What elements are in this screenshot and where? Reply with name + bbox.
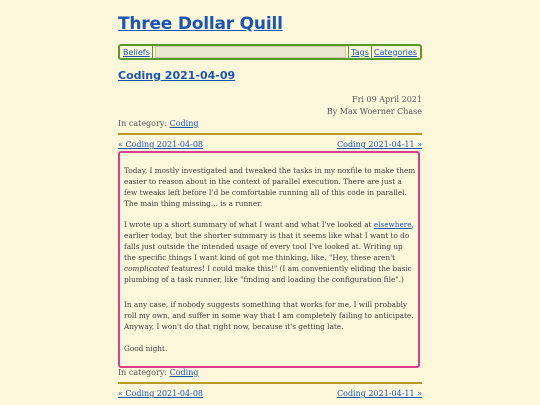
- nav-divider: [152, 46, 153, 58]
- next-post-link[interactable]: Coding 2021-04-11 »: [337, 389, 422, 398]
- paragraph-text: features! I could make this!" (I am conveniently eliding the basic plumbing of a task runner, like "finding and loading the configuration file".): [124, 264, 412, 284]
- nav-beliefs-link[interactable]: Beliefs: [123, 47, 150, 57]
- post-author: By Max Woerner Chase: [326, 107, 422, 116]
- paragraph-text: , earlier today, but the shorter summary is that it seems like what I want to do falls just outside the intended usage of every tool I've looked at. Writing up the specific things I want kind of got me thinking, like, "Hey, these aren't: [124, 220, 414, 262]
- category-link[interactable]: Coding: [169, 368, 199, 377]
- nav-categories-link[interactable]: Categories: [373, 47, 417, 57]
- site-title-link[interactable]: Three Dollar Quill: [118, 14, 283, 34]
- post-paragraph: In any case, if nobody suggests something that works for me, I will probably roll my own, and suffer in some way that I am completely failing to anticipate. Anyway, I won't do that right now, because it's getting late.: [124, 300, 414, 331]
- post-paragraph: Good night.: [124, 344, 168, 353]
- post-paragraph: Today, I mostly investigated and tweaked the tasks in my noxfile to make them easier to reason about in the context of parallel execution. There are just a few tweaks left before I'd be comfortable running all of this code in parallel. The main thing missing... is a runner.: [124, 166, 416, 208]
- category-label: In category:: [118, 368, 168, 377]
- post-body: [118, 151, 420, 368]
- post-title-link[interactable]: Coding 2021-04-09: [118, 69, 236, 82]
- prev-post-link[interactable]: « Coding 2021-04-08: [118, 140, 203, 149]
- elsewhere-link[interactable]: elsewhere: [373, 220, 412, 229]
- nav-tags-link[interactable]: Tags: [351, 47, 369, 57]
- post-paragraph: [124, 219, 416, 285]
- category-link[interactable]: Coding: [169, 119, 199, 128]
- post-meta: [327, 94, 422, 118]
- next-post-link[interactable]: Coding 2021-04-11 »: [337, 140, 422, 149]
- post-date: Fri 09 April 2021: [352, 95, 422, 104]
- nav-bar: [118, 44, 422, 60]
- post-category-top: [118, 119, 198, 128]
- search-input[interactable]: [155, 46, 346, 58]
- prev-post-link[interactable]: « Coding 2021-04-08: [118, 389, 203, 398]
- paragraph-text: I wrote up a short summary of what I want and what I've looked at: [124, 220, 374, 229]
- divider-rule-top: [118, 133, 422, 135]
- post-category-bottom: [118, 368, 198, 377]
- category-label: In category:: [118, 119, 168, 128]
- emphasis-text: complicated: [124, 264, 170, 273]
- divider-rule-bottom: [118, 382, 422, 384]
